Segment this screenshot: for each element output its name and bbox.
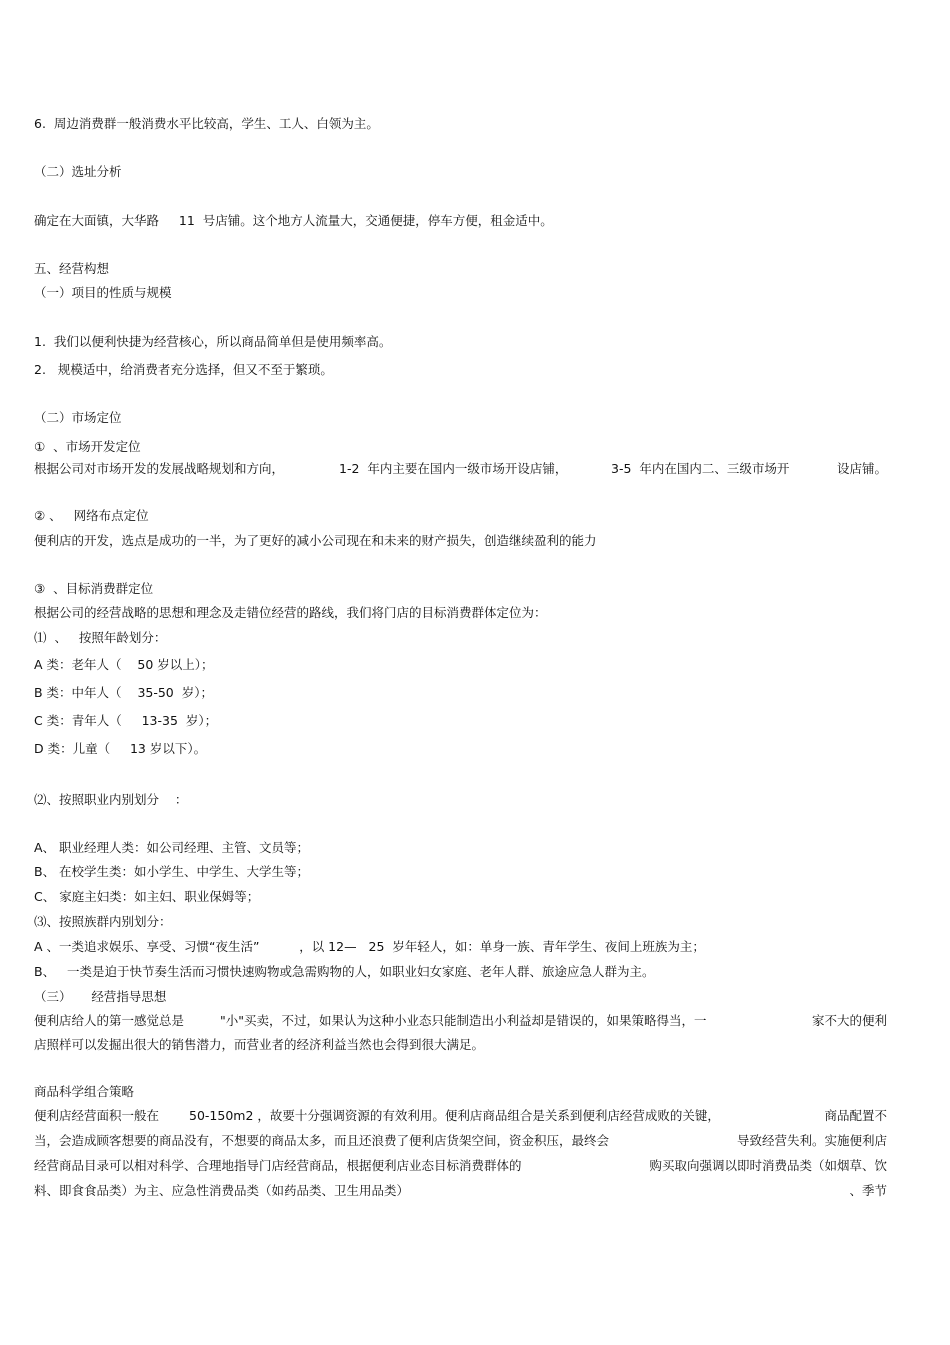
list-heading: ⑶、按照族群内别划分： — [34, 914, 172, 929]
text-line — [34, 1108, 887, 1124]
list-heading: ⑴ 、 按照年龄划分： — [34, 630, 167, 645]
text-fragment: 料、即食食品类）为主、应急性消费品类（如药品类、卫生用品类） — [34, 1183, 410, 1198]
text-fragment: 、季节 — [849, 1183, 887, 1198]
list-item: C 类：青年人（ 13-35 岁）； — [34, 713, 218, 728]
list-item: B、 一类是迫于快节奏生活而习惯快速购物或急需购物的人，如职业妇女家庭、老年人群、旅途应急人群为主。 — [34, 964, 655, 979]
section-heading: 五、经营构想 — [34, 261, 110, 276]
text-line — [34, 1133, 887, 1149]
text-fragment: 3-5 年内在国内二、三级市场开 — [611, 461, 790, 476]
text-fragment: 导致经营失利。实施便利店 — [736, 1133, 887, 1148]
sub-heading: ① 、市场开发定位 — [34, 439, 141, 454]
text-line: 便利店的开发，选点是成功的一半，为了更好的减小公司现在和未来的财产损失，创造继续盈利的能力 — [34, 533, 597, 548]
text-line — [34, 1183, 887, 1199]
list-item: A、 职业经理人类：如公司经理、主管、文员等； — [34, 840, 310, 855]
text-fragment: 便利店给人的第一感觉总是 — [34, 1013, 185, 1028]
text-line: 2. 规模适中，给消费者充分选择，但又不至于繁琐。 — [34, 362, 333, 377]
text-fragment: 商品配置不 — [824, 1108, 887, 1123]
text-line: 店照样可以发掘出很大的销售潜力，而营业者的经济利益当然也会得到很大满足。 — [34, 1037, 485, 1052]
sub-heading: ② 、 网络布点定位 — [34, 508, 149, 523]
section-heading: 商品科学组合策略 — [34, 1084, 135, 1099]
text-line: 根据公司的经营战略的思想和理念及走错位经营的路线，我们将门店的目标消费群体定位为： — [34, 605, 547, 620]
text-line: 1. 我们以便利快捷为经营核心，所以商品简单但是使用频率高。 — [34, 334, 392, 349]
text-fragment: 便利店经营面积一般在 — [34, 1108, 160, 1123]
text-fragment: 经营商品目录可以相对科学、合理地指导门店经营商品，根据便利店业态目标消费群体的 — [34, 1158, 522, 1173]
list-item: C、 家庭主妇类：如主妇、职业保姆等； — [34, 889, 260, 904]
section-heading: （三） 经营指导思想 — [34, 989, 167, 1004]
text-line: 确定在大面镇，大华路 11 号店铺。这个地方人流量大，交通便捷，停车方便，租金适中。 — [34, 213, 553, 228]
text-line: 6. 周边消费群一般消费水平比较高，学生、工人、白领为主。 — [34, 116, 379, 131]
text-line — [34, 1013, 887, 1029]
list-item: B 类：中年人（ 35-50 岁）； — [34, 685, 213, 700]
list-item: A 类：老年人（ 50 岁以上）； — [34, 657, 214, 672]
list-item: B、 在校学生类：如小学生、中学生、大学生等； — [34, 864, 310, 879]
text-fragment: 50-150m2 ，故要十分强调资源的有效利用。便利店商品组合是关系到便利店经营成败的关键， — [189, 1108, 720, 1123]
text-fragment: 1-2 年内主要在国内一级市场开设店铺， — [339, 461, 568, 476]
list-item: A 、一类追求娱乐、享受、习惯“夜生活” ，以 12— 25 岁年轻人，如：单身一族、青年学生、夜间上班族为主； — [34, 939, 705, 954]
section-heading: （一）项目的性质与规模 — [34, 285, 172, 300]
sub-heading: ③ 、目标消费群定位 — [34, 581, 154, 596]
section-heading: （二）市场定位 — [34, 410, 122, 425]
text-line — [34, 461, 887, 477]
list-heading: ⑵、按照职业内别划分 ： — [34, 792, 188, 807]
text-fragment: "小"买卖，不过，如果认为这种小业态只能制造出小利益却是错误的，如果策略得当，一 — [220, 1013, 707, 1028]
text-fragment: 设店铺。 — [836, 461, 887, 476]
text-line — [34, 1158, 887, 1174]
text-fragment: 家不大的便利 — [811, 1013, 887, 1028]
text-fragment: 当，会造成顾客想要的商品没有，不想要的商品太多，而且还浪费了便利店货架空间，资金积压，最终会 — [34, 1133, 610, 1148]
section-heading: （二）选址分析 — [34, 164, 122, 179]
text-fragment: 根据公司对市场开发的发展战略规划和方向， — [34, 461, 285, 476]
text-fragment: 购买取向强调以即时消费品类（如烟草、饮 — [649, 1158, 887, 1173]
list-item: D 类：儿童（ 13 岁以下）。 — [34, 741, 207, 756]
